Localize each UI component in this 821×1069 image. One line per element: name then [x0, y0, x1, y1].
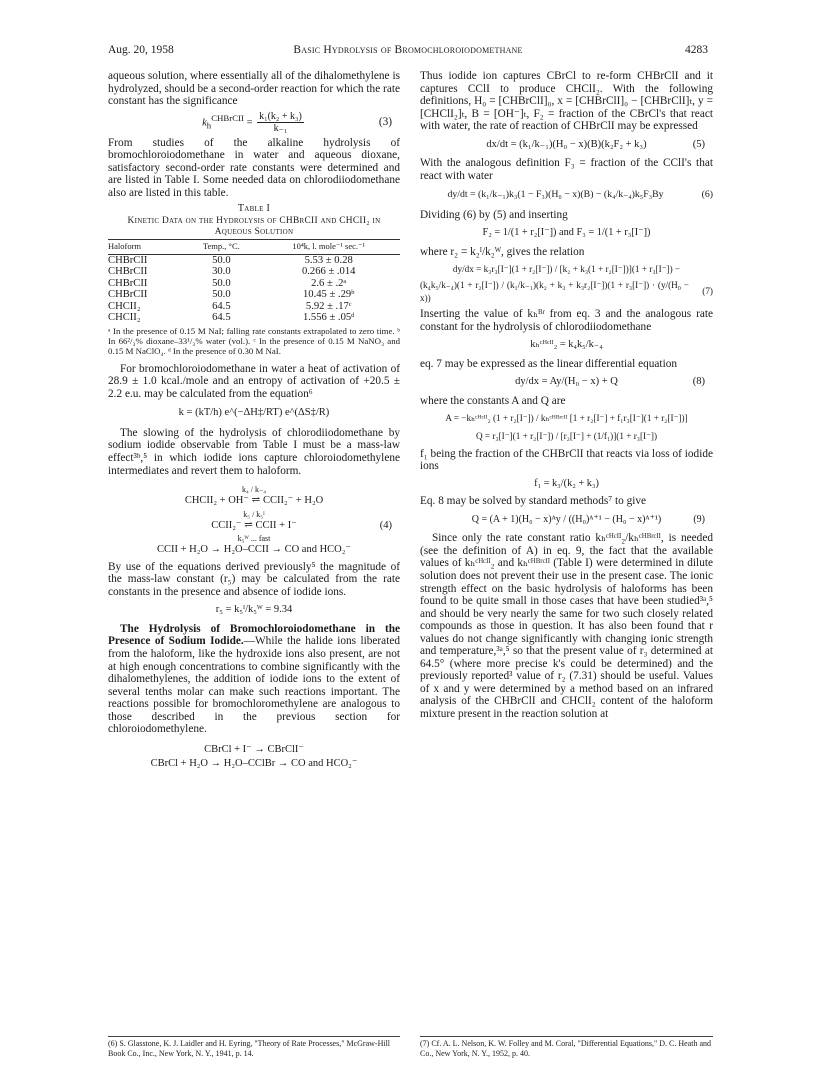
- section-paragraph: The Hydrolysis of Bromochloroiodomethane in the Presence of Sodium Iodide.—While the halide ions liberated from the haloform, like the hydroxide ions also present, are not at high enough concentrations to combine significantly with the dihalomethylenes, the addition of iodide ions to the extent of several tenths molar can make such reactions important. The reactions possible for bromochloromethylene are analogous to those described in the previous section for chloroiodomethylene.: [108, 622, 400, 736]
- equation-5: dx/dt = (k₁/k₋₁)(H₀ − x)(B)(k₂F₂ + k₃) (5): [486, 138, 705, 150]
- table-cell: 5.53 ± 0.28: [304, 254, 353, 266]
- kh-chcli2-equation: kₕᶜᴴᶜᴵᴵ₂ = k₄k₅/k₋₄: [530, 339, 603, 351]
- table-row: [108, 278, 400, 290]
- paragraph: With the analogous definition F₃ = fraction of the CClI's that react with water: [420, 157, 713, 182]
- paragraph: Since only the rate constant ratio kₕᶜᴴᶜᴵᴵ₂/kₕᶜᴴᴮʳᶜᴵᴵ, is needed (see the definition of A) in eq. 9, the fact that the available values of kₕᶜᴴᶜᴵᴵ₂ and kₕᶜᴴᴮʳᶜᴵᴵ (Table I) were determined in dilute solution does not prevent their use in the present case. The ionic strength effect on the basic hydrolysis of haloforms has been found to be quite small in those cases that have been studied³ᵃ,⁵ and should be very nearly the same for two such closely related compounds as those in question. It has also been found that r values do not change significantly with changing ionic strength and temperature,³ᵃ,⁵ so that the present value of r₃ determined at 64.5° (where more precise k's could be determined) and the previously reported³ value of r₂ (7.31) should be useful. Values of x and y were determined by a method based on an infrared analysis of the CHBrClI and CHClI₂ content of the haloform mixture present in the reaction solution at: [420, 532, 713, 720]
- reaction-5: CBrCl + H₂O → H₂O–CClBr → CO and HCO₂⁻: [150, 758, 358, 770]
- equation-Q: Q = r₃[I⁻](1 + r₂[I⁻]) / [r₂[I⁻] + (1/f₁)](1 + r₃[I⁻]): [475, 431, 658, 442]
- header-page-number: 4283: [685, 44, 708, 56]
- running-header: [108, 44, 708, 60]
- table-cell: CHBrCII: [108, 277, 148, 289]
- table-row: [108, 301, 400, 313]
- table-cell: 30.0: [212, 266, 231, 278]
- footnote-7: (7) Cf. A. L. Nelson, K. W. Folley and M. Coral, "Differential Equations," D. C. Heath and Co., New York, N. Y., 1952, p. 40.: [420, 1036, 713, 1058]
- r5-equation: r₅ = k₅ᴵ/k₅ᵂ = 9.34: [215, 604, 293, 616]
- equation-8: dy/dx = Ay/(H₀ − x) + Q (8): [515, 376, 705, 388]
- table-cell: 64.5: [212, 312, 231, 324]
- table-cell: 2.6 ± .2ᵃ: [311, 277, 347, 289]
- section-heading: The Hydrolysis of Bromochloroiodomethane in the Presence of Sodium Iodide.: [108, 622, 400, 648]
- paragraph: By use of the equations derived previously⁵ the magnitude of the mass-law constant (r₅) may be calculated from the rate constants in the presence and absence of iodide ions.: [108, 560, 400, 598]
- reaction-3: k₅ᵂ ... fast CCII + H₂O → H₂O–CCII → CO and HCO₂⁻: [157, 534, 351, 556]
- right-column: [420, 70, 713, 721]
- paragraph: f₁ being the fraction of the CHBrClI that reacts via loss of iodide ions: [420, 447, 713, 473]
- paragraph: where the constants A and Q are: [420, 394, 566, 407]
- table-cell: 5.92 ± .17ᶜ: [305, 300, 352, 312]
- table-row: [108, 312, 400, 324]
- equation-7-line-1: dy/dx = k₃r₃[I⁻](1 + r₂[I⁻]) / [k₂ + k₃(1 + r₂[I⁻])](1 + r₃[I⁻]) −: [452, 263, 681, 274]
- paragraph: Dividing (6) by (5) and inserting: [420, 208, 568, 221]
- equation-A: A = −kₕᶜᴴᶜᴵᴵ₂ (1 + r₂[I⁻]) / kₕᶜᴴᴮʳᶜᴵᴵ [1 + r₂[I⁻] + f₁r₃[I⁻](1 + r₂[I⁻])]: [445, 413, 688, 424]
- table-title: Table I: [237, 203, 271, 215]
- eyring-equation: k = (kT/h) e^(−ΔH‡/RT) e^(ΔS‡/R): [178, 407, 330, 419]
- equation-9: Q = (A + 1)(H₀ − x)ᴬy / ((H₀)ᴬ⁺¹ − (H₀ − x)ᴬ⁺¹) (9): [471, 513, 705, 525]
- paragraph: where r₂ = k₂ᴵ/k₂ᵂ, gives the relation: [420, 246, 585, 259]
- table-footnotes: ᵃ In the presence of 0.15 M NaI; falling rate constants extrapolated to zero time. ᵇ In 66²/₃% dioxane–33¹/₃% water (vol.). ᶜ In the presence of 0.15 M NaNO₃ and 0.15 M NaClO₄. ᵈ In the presence of 0.30 M NaI.: [108, 326, 400, 357]
- table-cell: CHBrCII: [108, 289, 148, 301]
- table-row: [108, 266, 400, 278]
- paragraph: From studies of the alkaline hydrolysis of bromochloroiodomethane in water and aqueous dioxane, satisfactory second-order rate constants were determined and are listed in Table I. Some needed data on chlorodiiodomethane also are listed in this table.: [108, 136, 400, 199]
- paragraph: Eq. 8 may be solved by standard methods⁷ to give: [420, 495, 647, 508]
- paragraph: For bromochloroiodomethane in water a heat of activation of 28.9 ± 1.0 kcal./mole and an entropy of activation of +20.5 ± 2.2 e.u. may be calculated from the equation⁶: [108, 362, 400, 400]
- table-cell: CHCII₂: [108, 300, 141, 312]
- f1-equation: f₁ = k₃/(k₂ + k₃): [534, 477, 599, 489]
- paragraph: aqueous solution, where essentially all of the dihalomethylene is hydrolyzed, should be a second-order reaction for which the rate constant has the significance: [108, 70, 400, 108]
- paragraph: Thus iodide ion captures CBrCl to re-form CHBrClI and it captures CClI to produce CHClI₂. With the following definitions, H₀ = [CHBrClI]₀, x = [CHBrClI]₀ − [CHBrClI]ₜ, y = [CHClI₂]ₜ, B = [OH⁻]ₜ, F₂ = fraction of the CBrCl's that react with water, the rate of reaction of CHBrClI may be expressed: [420, 70, 713, 133]
- equation-3: $k_h^{CHBrCII}$ = $\frac{\text{k₁(k₂ + k₃)}}{\text{k₋₁}}$ (3): [202, 110, 392, 134]
- equation-7-line-2: (k₄k₅/k₋₄)(1 + r₂[I⁻]) / (k₁/k₋₁)(k₂ + k₃ + k₃r₂[I⁻])(1 + r₃[I⁻]) · (y/(H₀ − x)) (7): [420, 280, 713, 303]
- table-header-cell: Temp., °C.: [185, 239, 257, 254]
- table-cell: 1.556 ± .05ᵈ: [302, 312, 355, 324]
- table-cell: 50.0: [212, 277, 231, 289]
- table-cell: CHCII₂: [108, 312, 141, 324]
- table-cell: CHBrCII: [108, 266, 148, 278]
- table-cell: 10.45 ± .29ᵇ: [302, 289, 355, 301]
- reaction-1: k₄ / k₋₄ CHCII₂ + OH⁻ ⇌ CCII₂⁻ + H₂O: [184, 485, 324, 507]
- table-cell: 64.5: [212, 300, 231, 312]
- table-cell: 0.266 ± .014: [301, 266, 356, 278]
- left-column: [108, 70, 400, 773]
- paragraph: eq. 7 may be expressed as the linear differential equation: [420, 357, 678, 370]
- reaction-2: k₅ / k₅ᴵ CCII₂⁻ ⇌ CCII + I⁻ (4): [211, 509, 392, 531]
- header-title: Basic Hydrolysis of Bromochloroiodomethane: [293, 44, 523, 56]
- table-header-cell: 10⁴k, l. mole⁻¹ sec.⁻¹: [257, 239, 400, 254]
- kinetic-data-table: [108, 239, 400, 324]
- table-caption: Kinetic Data on the Hydrolysis of CHBrCII and CHCII₂ in Aqueous Solution: [127, 215, 381, 237]
- paragraph: Inserting the value of kₕᴮʳ from eq. 3 and the analogous rate constant for the hydrolysis of chlorodiiodomethane: [420, 308, 713, 333]
- table-cell: 50.0: [212, 254, 231, 266]
- equation-6: dy/dt = (k₁/k₋₁)k₃(1 − F₃)(H₀ − x)(B) − (k₄/k₋₄)k₅F₃By (6): [447, 189, 713, 201]
- table-row: [108, 289, 400, 301]
- table-cell: CHBrCII: [108, 254, 148, 266]
- table-cell: 50.0: [212, 289, 231, 301]
- f-definitions: F₂ = 1/(1 + r₂[I⁻]) and F₃ = 1/(1 + r₃[I⁻]): [482, 227, 651, 239]
- table-row: [108, 254, 400, 266]
- paragraph: The slowing of the hydrolysis of chlorodiiodomethane by sodium iodide observable from Table I must be a mass-law effect³ᵇ,⁵ in which iodide ions capture chloroiodomethylene intermediates and revert them to haloform.: [108, 426, 400, 477]
- table-header-cell: Haloform: [108, 239, 185, 254]
- header-date: Aug. 20, 1958: [108, 44, 174, 56]
- footnote-6: (6) S. Glasstone, K. J. Laidler and H. Eyring, "Theory of Rate Processes," McGraw-Hill Book Co., Inc., New York, N. Y., 1941, p. 14.: [108, 1036, 400, 1058]
- reaction-4: CBrCl + I⁻ → CBrClI⁻: [204, 743, 304, 755]
